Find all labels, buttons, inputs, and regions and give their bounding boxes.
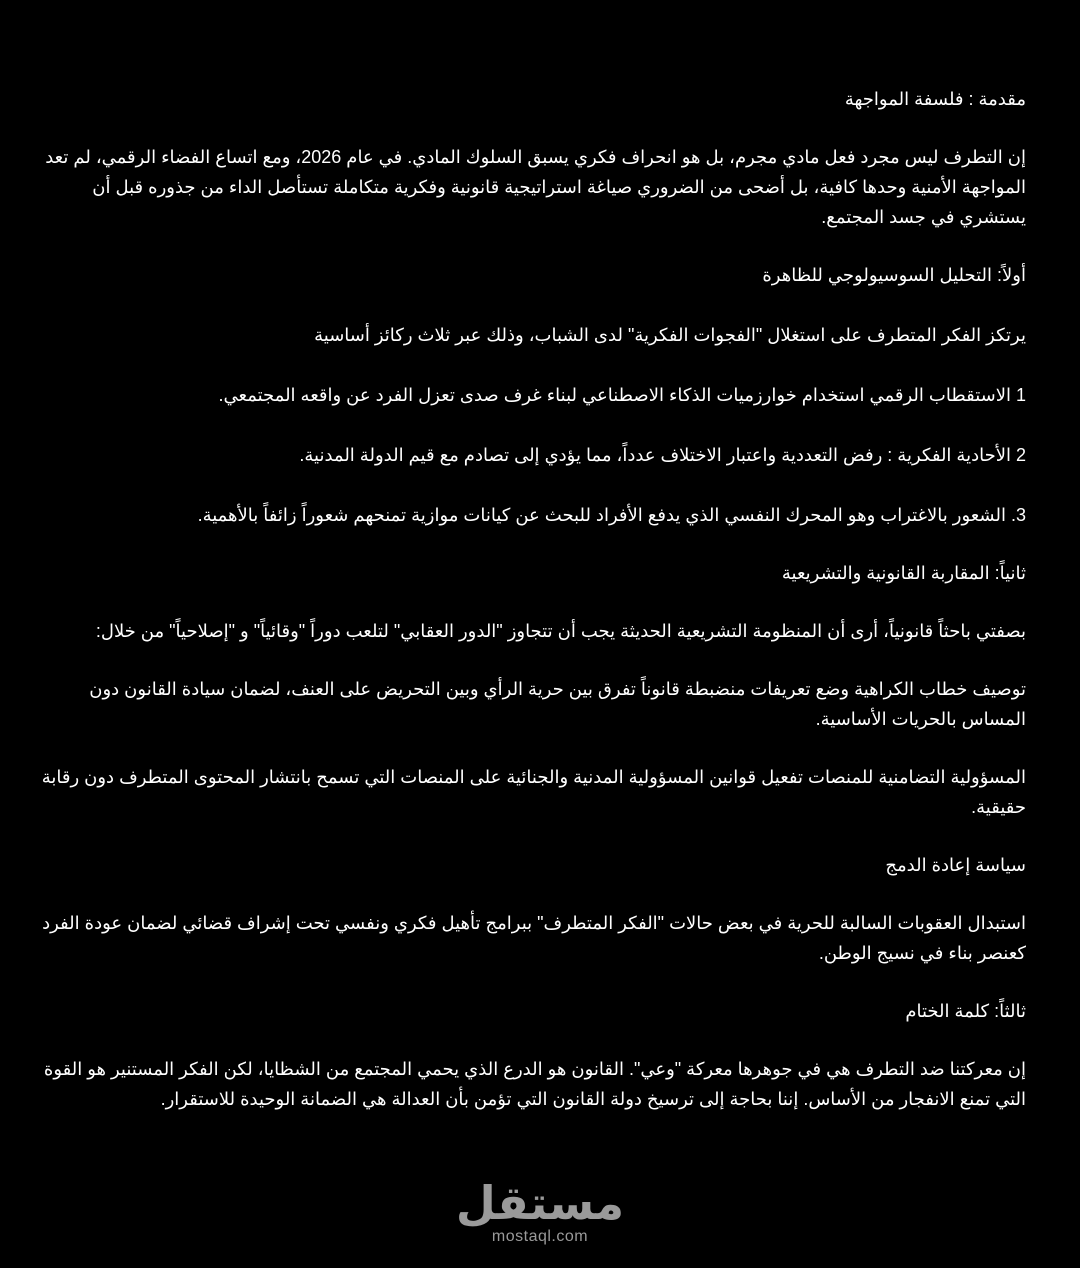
hate-speech-paragraph: توصيف خطاب الكراهية وضع تعريفات منضبطة قانوناً تفرق بين حرية الرأي وبين التحريض على العنف، لضمان سيادة القانون دون المساس بالحريات الأساسية. [89, 679, 1026, 729]
conclusion-paragraph: إن معركتنا ضد التطرف هي في جوهرها معركة "وعي". القانون هو الدرع الذي يحمي المجتمع من الشظايا، لكن الفكر المستنير هو القوة التي تمنع الانفجار من الأساس. إننا بحاجة إلى ترسيخ دولة القانون التي تؤمن بأن العدالة هي الضمانة الوحيدة للاستقرار. [43, 1059, 1026, 1109]
intro-heading: مقدمة : فلسفة المواجهة [844, 89, 1026, 109]
intro-paragraph: إن التطرف ليس مجرد فعل مادي مجرم، بل هو انحراف فكري يسبق السلوك المادي. في عام 2026، ومع اتساع الفضاء الرقمي، لم تعد المواجهة الأمنية وحدها كافية، بل أضحى من الضروري صياغة استراتيجية قانونية وفكرية متكاملة تستأصل الداء من جذوره قبل أن يستشري في جسد المجتمع. [45, 147, 1026, 227]
section-two-heading: ثانياً: المقاربة القانونية والتشريعية [781, 563, 1026, 583]
pillar-item-1: 1 الاستقطاب الرقمي استخدام خوارزميات الذكاء الاصطناعي لبناء غرف صدى تعزل الفرد عن واقعه المجتمعي. [218, 385, 1026, 405]
section-two-lead: بصفتي باحثاً قانونياً، أرى أن المنظومة التشريعية الحديثة يجب أن تتجاوز "الدور العقابي" لتلعب دوراً "وقائياً" و "إصلاحياً" من خلال: [95, 621, 1026, 641]
pillar-item-3: 3. الشعور بالاغتراب وهو المحرك النفسي الذي يدفع الأفراد للبحث عن كيانات موازية تمنحهم شعوراً زائفاً بالأهمية. [197, 505, 1026, 525]
reintegration-heading: سياسة إعادة الدمج [885, 855, 1026, 875]
section-one-lead: يرتكز الفكر المتطرف على استغلال "الفجوات الفكرية" لدى الشباب، وذلك عبر ثلاث ركائز أساسية [314, 325, 1026, 345]
mostaql-watermark [0, 1178, 1080, 1246]
reintegration-paragraph: استبدال العقوبات السالبة للحرية في بعض حالات "الفكر المتطرف" ببرامج تأهيل فكري ونفسي تحت إشراف قضائي لضمان عودة الفرد كعنصر بناء في نسيج الوطن. [42, 913, 1026, 963]
document-body [36, 84, 1026, 1114]
section-one-heading: أولاً: التحليل السوسيولوجي للظاهرة [762, 265, 1026, 285]
platform-liability-paragraph: المسؤولية التضامنية للمنصات تفعيل قوانين المسؤولية المدنية والجنائية على المنصات التي تسمح بانتشار المحتوى المتطرف دون رقابة حقيقية. [41, 767, 1026, 817]
mostaql-logo: مستقل [455, 1176, 625, 1230]
section-three-heading: ثالثاً: كلمة الختام [905, 1001, 1026, 1021]
pillar-item-2: 2 الأحادية الفكرية : رفض التعددية واعتبار الاختلاف عدداً، مما يؤدي إلى تصادم مع قيم الدولة المدنية. [299, 445, 1026, 465]
mostaql-url: mostaql.com [491, 1228, 589, 1245]
